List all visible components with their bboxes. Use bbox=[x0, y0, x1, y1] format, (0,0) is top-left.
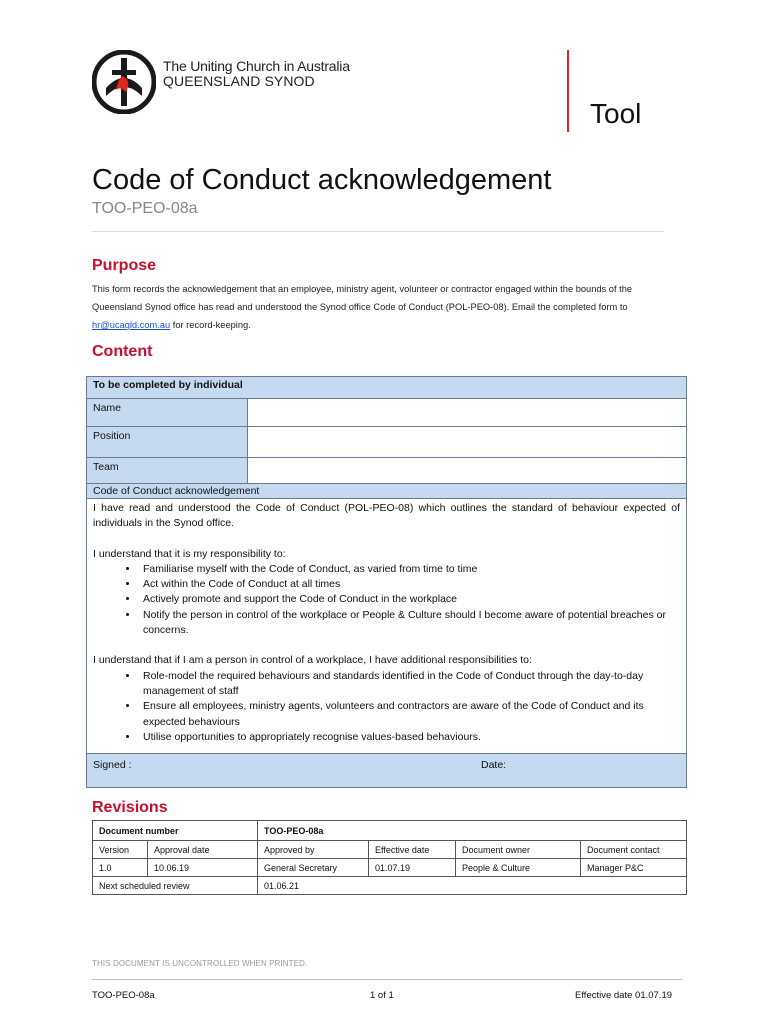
col-header: Approval date bbox=[148, 841, 258, 859]
ack-statement bbox=[87, 499, 686, 754]
col-header: Document contact bbox=[581, 841, 687, 859]
name-label: Name bbox=[87, 399, 248, 426]
table-row bbox=[93, 877, 687, 895]
position-row bbox=[87, 427, 686, 458]
purpose-heading: Purpose bbox=[92, 257, 157, 274]
name-row bbox=[87, 399, 686, 427]
list-item: • Ensure all employees, ministry agents, volunteers and contractors are aware of the Code of Conduct and its expected behaviours bbox=[139, 699, 680, 730]
next-review-label: Next scheduled review bbox=[93, 877, 258, 895]
document-type: Tool bbox=[590, 98, 642, 129]
team-field[interactable] bbox=[248, 458, 686, 483]
list-item: • Notify the person in control of the workplace or People & Culture should I become aware of potential breaches or concerns. bbox=[139, 608, 680, 639]
position-field[interactable] bbox=[248, 427, 686, 457]
table-row bbox=[93, 841, 687, 859]
next-review: 01.06.21 bbox=[258, 877, 687, 895]
purpose-text: This form records the acknowledgement that an employee, ministry agent, volunteer or contractor engaged within the bounds of the Queensland Synod office has read and understood the Synod office Code of Conduct (POL-PEO-08). Email the completed form to hr@ucaqld.com.au for record-keeping. bbox=[92, 284, 633, 330]
col-header: Version bbox=[93, 841, 148, 859]
footer-effective-date: Effective date 01.07.19 bbox=[575, 990, 673, 1001]
table-row bbox=[93, 859, 687, 877]
signature-row[interactable] bbox=[87, 754, 686, 787]
table-cell: 1.0 bbox=[93, 859, 148, 877]
uniting-church-logo-icon bbox=[92, 50, 156, 114]
list-item: • Act within the Code of Conduct at all times bbox=[139, 577, 680, 592]
date-label: Date: bbox=[481, 759, 507, 772]
uncontrolled-notice: THIS DOCUMENT IS UNCONTROLLED WHEN PRINTED. bbox=[92, 959, 308, 968]
footer-divider bbox=[92, 979, 682, 980]
col-header: Effective date bbox=[369, 841, 456, 859]
table-cell: People & Culture bbox=[456, 859, 581, 877]
ack-resp-list bbox=[93, 562, 680, 638]
header-divider bbox=[567, 50, 569, 132]
title-divider bbox=[92, 231, 664, 232]
ack-intro: I have read and understood the Code of Conduct (POL-PEO-08) which outlines the standard of behaviour expected of individuals in the Synod office. bbox=[93, 502, 680, 530]
col-header: Approved by bbox=[258, 841, 369, 859]
page-title: Code of Conduct acknowledgement bbox=[92, 164, 552, 196]
col-header: Document owner bbox=[456, 841, 581, 859]
document-code: TOO-PEO-08a bbox=[92, 200, 198, 217]
list-item: • Actively promote and support the Code of Conduct in the workplace bbox=[139, 592, 680, 607]
table-row bbox=[93, 821, 687, 841]
doc-number-label: Document number bbox=[93, 821, 258, 841]
content-heading: Content bbox=[92, 343, 153, 360]
team-row bbox=[87, 458, 686, 484]
revisions-heading: Revisions bbox=[92, 799, 168, 816]
email-link[interactable]: hr@ucaqld.com.au bbox=[92, 320, 171, 330]
list-item: • Utilise opportunities to appropriately recognise values-based behaviours. bbox=[139, 730, 680, 745]
list-item: • Familiarise myself with the Code of Conduct, as varied from time to time bbox=[139, 562, 680, 577]
table-cell: 10.06.19 bbox=[148, 859, 258, 877]
list-item: • Role-model the required behaviours and standards identified in the Code of Conduct through the day-to-day management of staff bbox=[139, 669, 680, 700]
team-label: Team bbox=[87, 458, 248, 483]
table-cell: General Secretary bbox=[258, 859, 369, 877]
footer-page: 1 of 1 bbox=[370, 990, 394, 1001]
org-name-line1: The Uniting Church in Australia bbox=[163, 58, 350, 74]
signed-label: Signed : bbox=[93, 759, 132, 772]
footer-code: TOO-PEO-08a bbox=[92, 990, 155, 1001]
revisions-table bbox=[92, 820, 687, 895]
ack-pic-list bbox=[93, 669, 680, 745]
table-cell: 01.07.19 bbox=[369, 859, 456, 877]
ack-pic-intro: I understand that if I am a person in control of a workplace, I have additional responsibilities to: bbox=[93, 654, 532, 667]
ack-resp-intro: I understand that it is my responsibility to: bbox=[93, 547, 286, 560]
org-name-line2: QUEENSLAND SYNOD bbox=[163, 73, 315, 89]
form-header: To be completed by individual bbox=[87, 377, 686, 399]
table-cell: Manager P&C bbox=[581, 859, 687, 877]
acknowledgement-form bbox=[86, 376, 687, 788]
ack-heading: Code of Conduct acknowledgement bbox=[87, 484, 686, 499]
name-field[interactable] bbox=[248, 399, 686, 426]
doc-number: TOO-PEO-08a bbox=[258, 821, 687, 841]
position-label: Position bbox=[87, 427, 248, 457]
